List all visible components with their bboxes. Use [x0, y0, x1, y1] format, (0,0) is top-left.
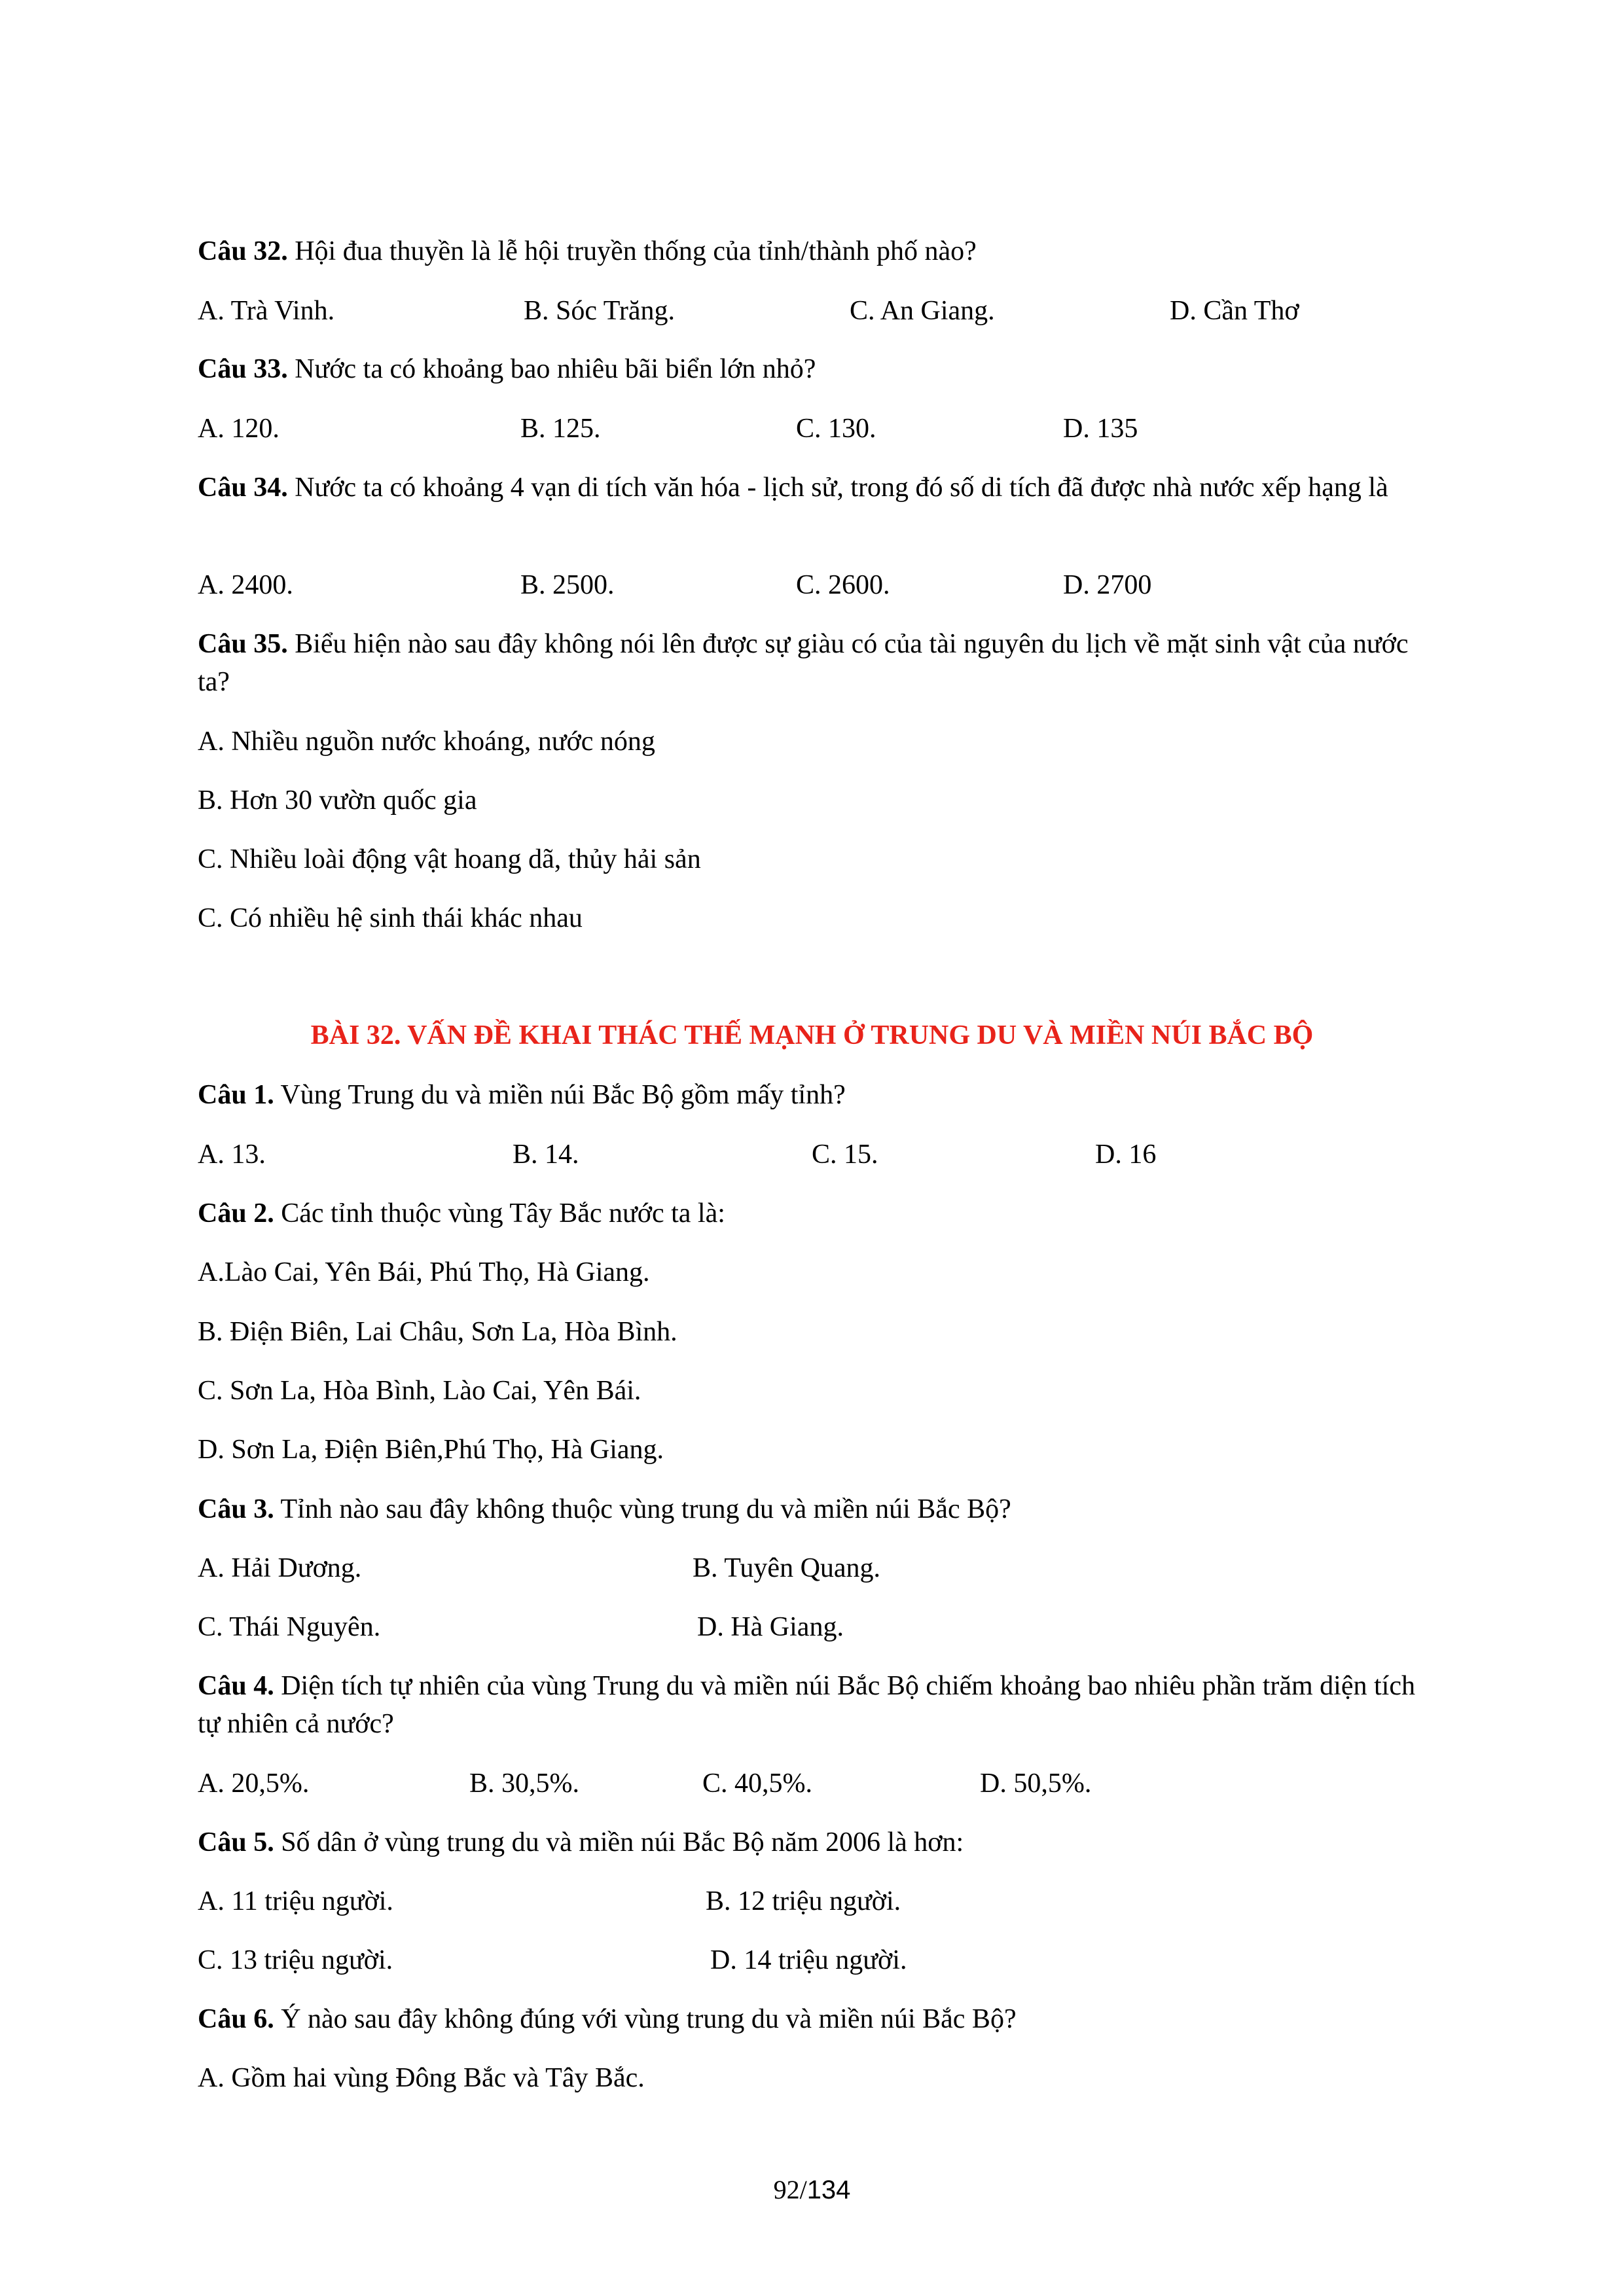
question-number: Câu 33.: [198, 354, 288, 384]
option: B. 12 triệu người.: [706, 1886, 901, 1916]
question-number: Câu 35.: [198, 629, 288, 659]
question-text: Biểu hiện nào sau đây không nói lên được sự giàu có của tài nguyên du lịch về mặt sinh vật của nước ta?: [198, 629, 1409, 697]
question-text: Hội đua thuyền là lễ hội truyền thống của tỉnh/thành phố nào?: [287, 236, 977, 266]
option: C. Thái Nguyên.: [198, 1612, 381, 1642]
question-text: Vùng Trung du và miền núi Bắc Bộ gồm mấy tỉnh?: [274, 1080, 846, 1110]
question-3: [198, 1490, 1441, 1528]
option: C. Sơn La, Hòa Bình, Lào Cai, Yên Bái.: [198, 1376, 641, 1406]
option: D. Cần Thơ: [1170, 296, 1299, 326]
question-number: Câu 6.: [198, 2004, 274, 2034]
option: C. 15.: [812, 1139, 878, 1170]
question-35: [198, 625, 1441, 701]
question-text: Nước ta có khoảng bao nhiêu bãi biển lớn nhỏ?: [287, 354, 816, 384]
question-5: [198, 1823, 1441, 1861]
option: A. 11 triệu người.: [198, 1886, 393, 1916]
option: A. 20,5%.: [198, 1768, 310, 1799]
option: D. 16: [1095, 1139, 1157, 1170]
option: A. 2400.: [198, 570, 293, 600]
option: B. Tuyên Quang.: [693, 1553, 881, 1583]
option: D. 2700: [1063, 570, 1152, 600]
option: C. 2600.: [796, 570, 890, 600]
question-number: Câu 4.: [198, 1671, 274, 1701]
option: A. Nhiều nguồn nước khoáng, nước nóng: [198, 726, 655, 757]
question-text: Số dân ở vùng trung du và miền núi Bắc Bộ năm 2006 là hơn:: [274, 1827, 964, 1857]
option: C. 40,5%.: [702, 1768, 812, 1799]
option: B. 2500.: [520, 570, 615, 600]
option: D. Hà Giang.: [697, 1612, 844, 1642]
question-1: [198, 1076, 1441, 1114]
question-number: Câu 32.: [198, 236, 288, 266]
option: B. Hơn 30 vườn quốc gia: [198, 785, 477, 816]
question-number: Câu 2.: [198, 1198, 274, 1229]
question-6: [198, 2000, 1441, 2038]
option: B. Điện Biên, Lai Châu, Sơn La, Hòa Bình.: [198, 1317, 677, 1347]
section-title: BÀI 32. VẤN ĐỀ KHAI THÁC THẾ MẠNH Ở TRUNG DU VÀ MIỀN NÚI BẮC BỘ: [310, 1020, 1314, 1050]
option: C. Có nhiều hệ sinh thái khác nhau: [198, 903, 583, 933]
option: C. 13 triệu người.: [198, 1945, 393, 1975]
option: A. Gồm hai vùng Đông Bắc và Tây Bắc.: [198, 2063, 645, 2093]
question-number: Câu 3.: [198, 1494, 274, 1524]
question-32: [198, 232, 1441, 270]
option: B. 14.: [513, 1139, 579, 1170]
question-text: Tỉnh nào sau đây không thuộc vùng trung du và miền núi Bắc Bộ?: [274, 1494, 1011, 1524]
page-number: [0, 2173, 1624, 2207]
option: B. Sóc Trăng.: [524, 296, 676, 326]
option: A. Hải Dương.: [198, 1553, 362, 1583]
question-text: Nước ta có khoảng 4 vạn di tích văn hóa - lịch sử, trong đó số di tích đã được nhà nước xếp hạng là: [287, 473, 1388, 503]
question-4: [198, 1667, 1441, 1743]
question-text: Ý nào sau đây không đúng với vùng trung du và miền núi Bắc Bộ?: [274, 2004, 1017, 2034]
option: B. 30,5%.: [469, 1768, 579, 1799]
page-total: 134: [806, 2176, 851, 2204]
question-number: Câu 5.: [198, 1827, 274, 1857]
option: A. Trà Vinh.: [198, 296, 335, 326]
option: C. An Giang.: [850, 296, 995, 326]
question-33: [198, 350, 1441, 388]
question-2: [198, 1194, 1441, 1232]
question-34: [198, 469, 1441, 507]
question-number: Câu 1.: [198, 1080, 274, 1110]
question-text: Diện tích tự nhiên của vùng Trung du và miền núi Bắc Bộ chiếm khoảng bao nhiêu phần trăm diện tích tự nhiên cả nước?: [198, 1671, 1415, 1739]
option: A.Lào Cai, Yên Bái, Phú Thọ, Hà Giang.: [198, 1257, 650, 1287]
page-current: 92/: [773, 2175, 807, 2204]
option: D. 135: [1063, 414, 1138, 444]
option: B. 125.: [520, 414, 601, 444]
option: C. 130.: [796, 414, 876, 444]
option: D. 14 triệu người.: [710, 1945, 907, 1975]
option: D. 50,5%.: [980, 1768, 1092, 1799]
question-text: Các tỉnh thuộc vùng Tây Bắc nước ta là:: [274, 1198, 725, 1229]
option: A. 120.: [198, 414, 280, 444]
option: C. Nhiều loài động vật hoang dã, thủy hải sản: [198, 844, 701, 874]
question-number: Câu 34.: [198, 473, 288, 503]
option: D. Sơn La, Điện Biên,Phú Thọ, Hà Giang.: [198, 1435, 664, 1465]
option: A. 13.: [198, 1139, 266, 1170]
